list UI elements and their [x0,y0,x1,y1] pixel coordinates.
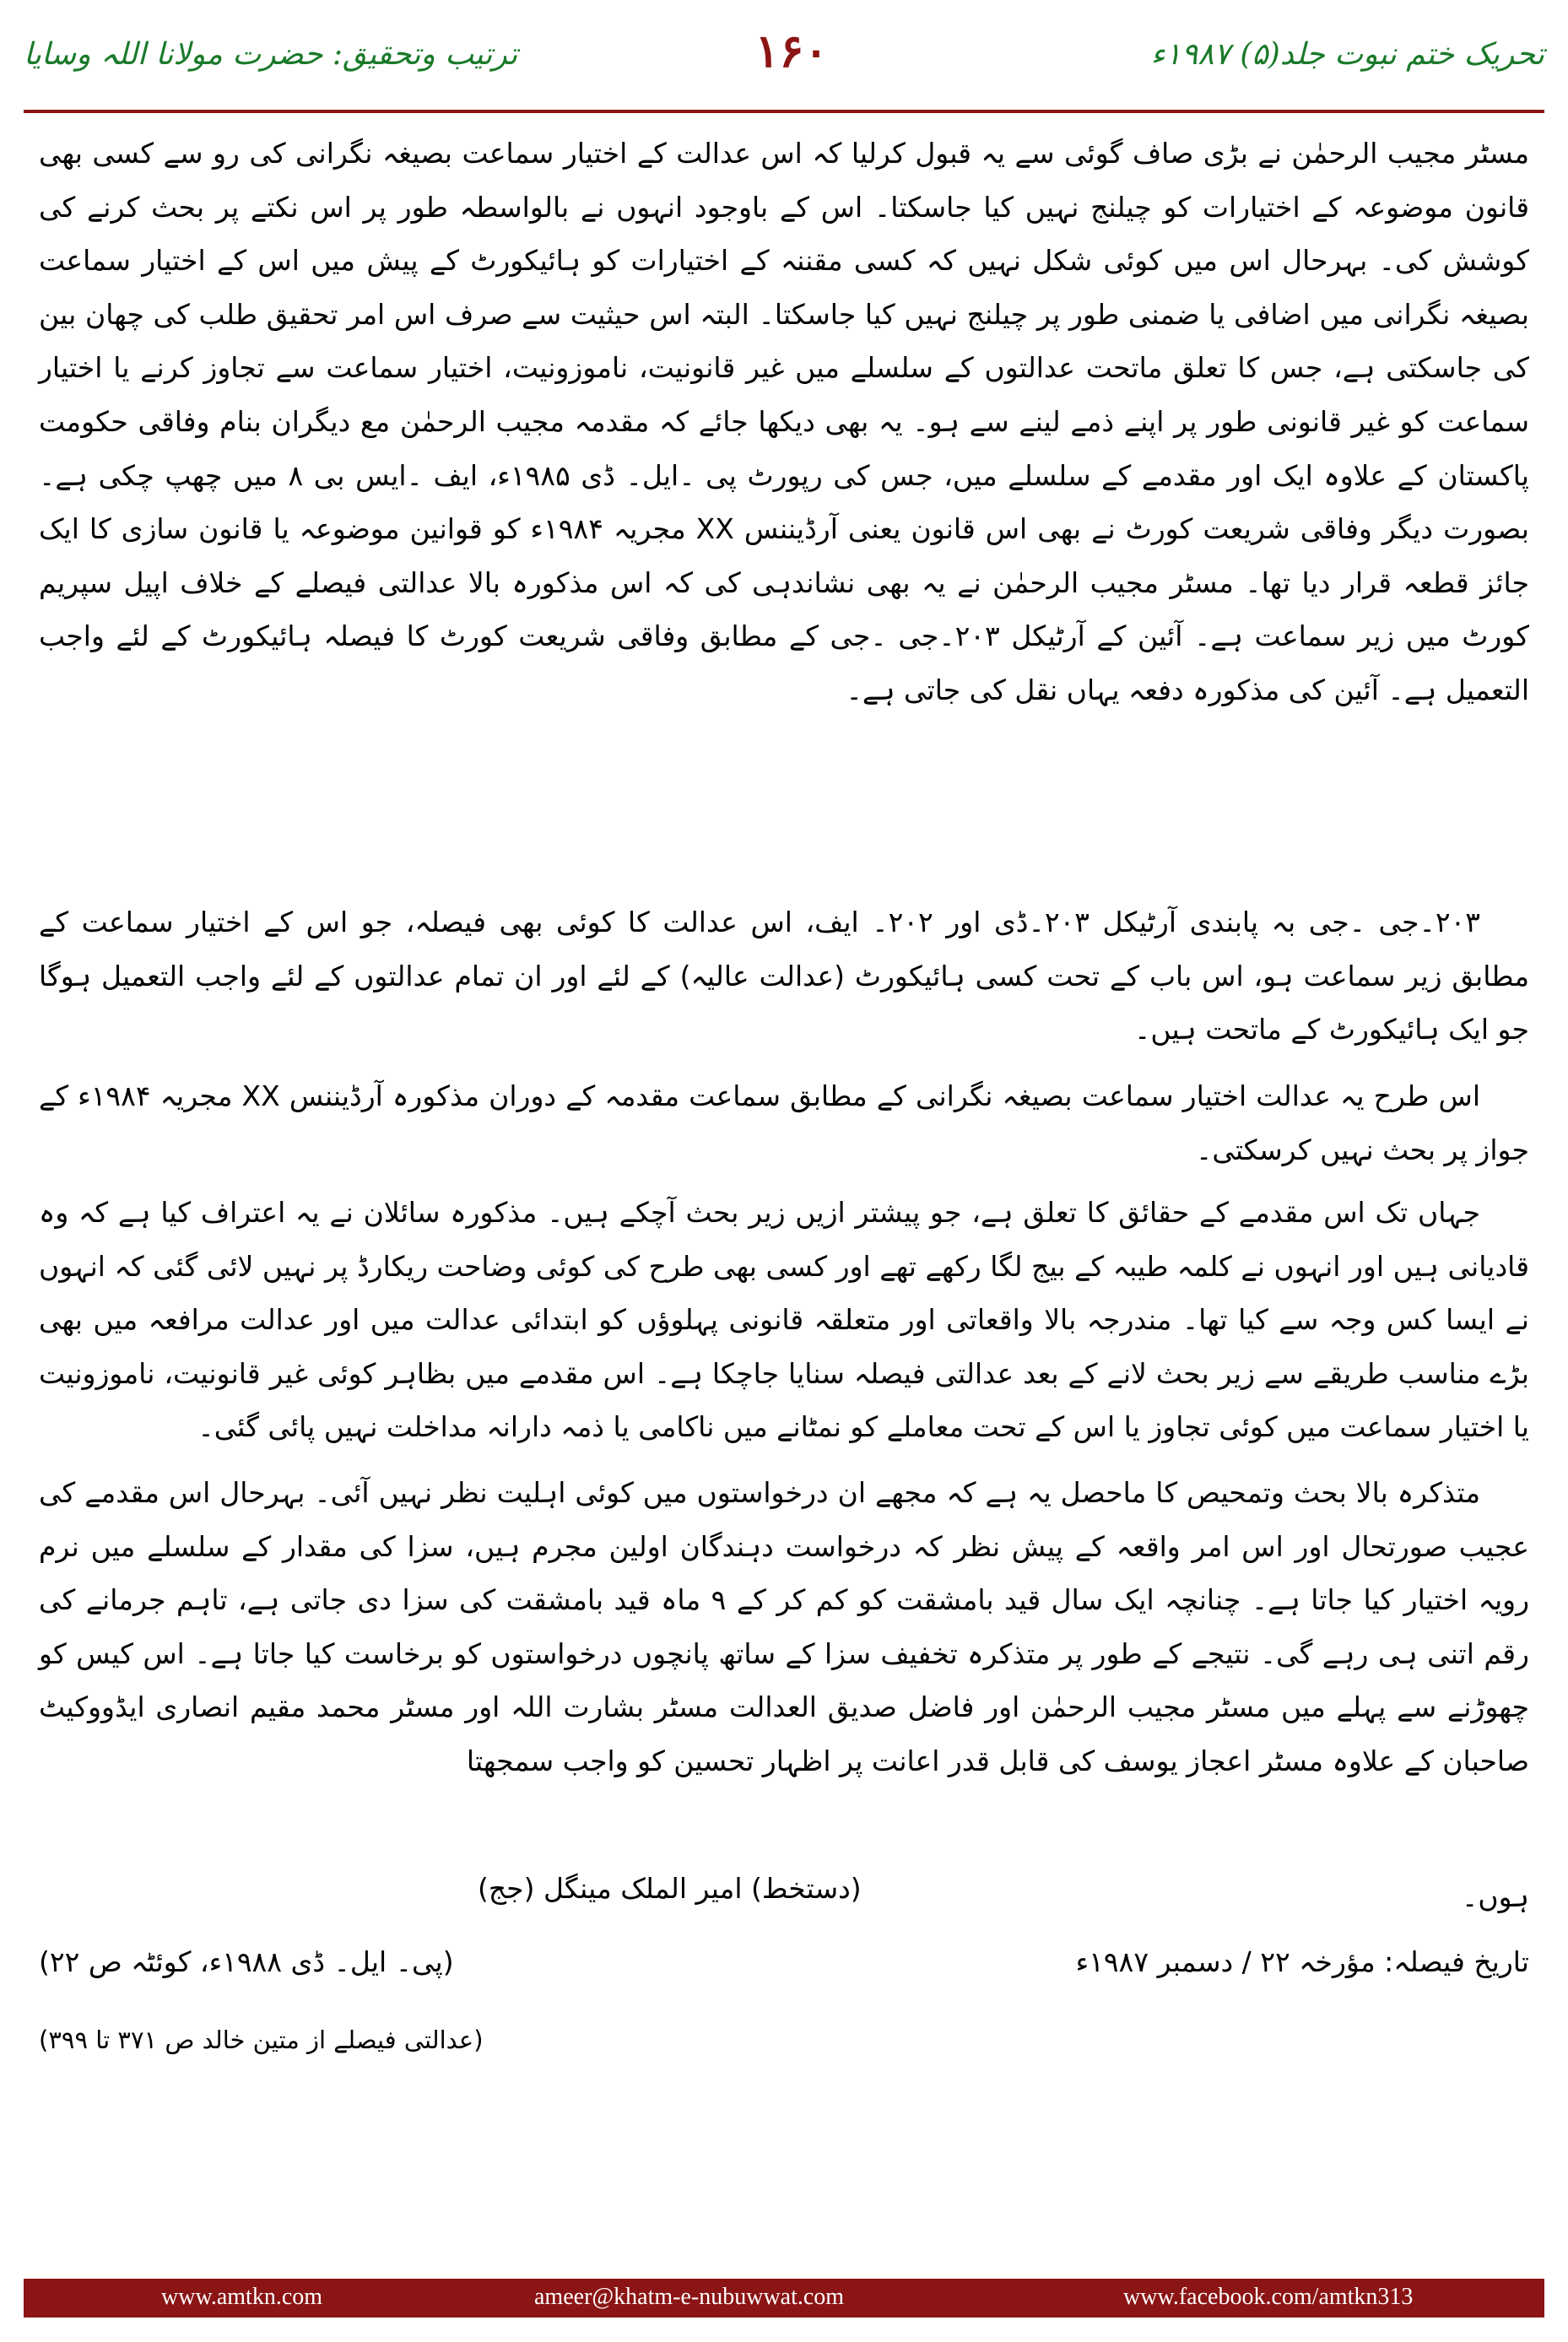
closing-word: ہوں۔ [1462,1880,1529,1913]
judge-signature: (دستخط) امیر الملک مینگل (جج) [478,1872,862,1905]
page-header [24,15,1544,108]
page-number: ۱۶۰ [754,24,829,78]
website-link[interactable]: www.amtkn.com [161,2284,323,2310]
paragraph-1: مسٹر مجیب الرحمٰن نے بڑی صاف گوئی سے یہ قبول کرلیا کہ اس عدالت کے اختیار سماعت بصیغہ نگرانی کی رو سے کسی بھی قانون موضوعہ کے اختیارات کو چیلنج نہیں کیا جاسکتا۔ اس کے باوجود انہوں نے بالواسطہ طور پر اس نکتے پر بحث کرنے کی کوشش کی۔ بہرحال اس میں کوئی شکل نہیں کہ کسی مقننہ کے اختیارات کو ہائیکورٹ کے پیش میں اس کے اختیار سماعت بصیغہ نگرانی میں اضافی یا ضمنی طور پر چیلنج نہیں کیا جاسکتا۔ البتہ اس حیثیت سے صرف اس امر تحقیق طلب کی چھان بین کی جاسکتی ہے، جس کا تعلق ماتحت عدالتوں کے سلسلے میں غیر قانونیت، ناموزونیت، اختیار سماعت سے تجاوز کرنے یا اختیار سماعت کو غیر قانونی طور پر اپنے ذمے لینے سے ہو۔ یہ بھی دیکھا جائے کہ مقدمہ مجیب الرحمٰن مع دیگران بنام وفاقی حکومت پاکستان کے علاوہ ایک اور مقدمے کے سلسلے میں، جس کی رپورٹ پی ۔ایل۔ ڈی ۱۹۸۵ء، ایف ۔ایس بی ۸ میں چھپ چکی ہے۔ بصورت دیگر وفاقی شریعت کورٹ نے بھی اس قانون یعنی آرڈیننس XX مجریہ ۱۹۸۴ء کو قوانین موضوعہ یا قانون سازی کا ایک جائز قطعہ قرار دیا تھا۔ مسٹر مجیب الرحمٰن نے یہ بھی نشاندہی کی کہ اس مذکورہ بالا عدالتی فیصلے کے خلاف اپیل سپریم کورٹ میں زیر سماعت ہے۔ آئین کے آرٹیکل ۲۰۳۔جی ۔جی کے مطابق وفاقی شریعت کورٹ کا فیصلہ ہائیکورٹ کے لئے واجب التعمیل ہے۔ آئین کی مذکورہ دفعہ یہاں نقل کی جاتی ہے۔ [39,137,1529,706]
law-citation: (پی۔ ایل۔ ڈی ۱۹۸۸ء، کوئٹہ ص ۲۲) [39,1945,454,1978]
email-link[interactable]: ameer@khatm-e-nubuwwat.com [534,2284,845,2310]
signature-row [39,1872,1529,1931]
source-reference: (عدالتی فیصلے از متین خالد ص ۳۷۱ تا ۳۹۹) [39,2026,484,2054]
paragraph-2: ۲۰۳۔جی ۔جی بہ پابندی آرٹیکل ۲۰۳۔ڈی اور ۲۰۲۔ ایف، اس عدالت کا کوئی بھی فیصلہ، جو اس کے اختیار سماعت کے مطابق زیر سماعت ہو، اس باب کے تحت کسی ہائیکورٹ (عدالت عالیہ) کے لئے اور ان تمام عدالتوں کے لئے واجب التعمیل ہوگا جو ایک ہائیکورٹ کے ماتحت ہیں۔ [39,906,1529,1047]
paragraph-5: متذکرہ بالا بحث وتمحیص کا ماحصل یہ ہے کہ مجھے ان درخواستوں میں کوئی اہلیت نظر نہیں آئی۔ بہرحال اس مقدمے کی عجیب صورتحال اور اس امر واقعہ کے پیش نظر کہ درخواست دہندگان اولین مجرم ہیں، سزا کی مقدار کے سلسلے میں نرم رویہ اختیار کیا جاتا ہے۔ چنانچہ ایک سال قید بامشقت کو کم کر کے ۹ ماہ قید بامشقت کی سزا دی جاتی ہے، تاہم جرمانے کی رقم اتنی ہی رہے گی۔ نتیجے کے طور پر متذکرہ تخفیف سزا کے ساتھ پانچوں درخواستوں کو برخاست کیا جاتا ہے۔ اس کیس کو چھوڑنے سے پہلے میں مسٹر مجیب الرحمٰن اور فاضل صدیق العدالت مسٹر بشارت اللہ اور مسٹر محمد مقیم انصاری ایڈووکیٹ صاحبان کے علاوہ مسٹر اعجاز یوسف کی قابل قدر اعانت پر اظہار تحسین کو واجب سمجھتا [39,1476,1530,1777]
editor-credit: ترتیب وتحقیق: حضرت مولانا اللہ وسایا [24,37,518,72]
document-body [39,127,1530,1777]
paragraph-4: جہاں تک اس مقدمے کے حقائق کا تعلق ہے، جو پیشتر ازیں زیر بحث آچکے ہیں۔ مذکورہ سائلان نے یہ اعتراف کیا ہے کہ وہ قادیانی ہیں اور انہوں نے کلمہ طیبہ کے بیج لگا رکھے تھے اور کسی بھی طرح کی کوئی وضاحت ریکارڈ پر نہیں لائی گئی کہ انہوں نے ایسا کس وجہ سے کیا تھا۔ مندرجہ بالا واقعاتی اور متعلقہ قانونی پہلوؤں کو ابتدائی عدالت میں اور عدالت مرافعہ میں بھی بڑے مناسب طریقے سے زیر بحث لانے کے بعد عدالتی فیصلہ سنایا جاچکا ہے۔ اس مقدمے میں بظاہر کوئی غیر قانونیت، ناموزونیت یا اختیار سماعت میں کوئی تجاوز یا اس کے تحت معاملے کو نمٹانے میں ناکامی یا ذمہ دارانہ مداخلت نہیں پائی گئی۔ [39,1196,1529,1444]
book-title: تحریک ختم نبوت جلد(۵) ۱۹۸۷ء [1150,37,1544,72]
paragraph-3: اس طرح یہ عدالت اختیار سماعت بصیغہ نگرانی کے مطابق سماعت مقدمہ کے دوران مذکورہ آرڈیننس XX مجریہ ۱۹۸۴ء کے جواز پر بحث نہیں کرسکتی۔ [39,1079,1529,1166]
header-rule [24,110,1544,113]
facebook-link[interactable]: www.facebook.com/amtkn313 [1123,2284,1414,2310]
page-footer [24,2279,1544,2318]
decision-row [39,1945,1529,2004]
decision-date: تاریخ فیصلہ: مؤرخہ ۲۲ / دسمبر ۱۹۸۷ء [1075,1945,1529,1978]
reference-row [39,2026,1529,2076]
